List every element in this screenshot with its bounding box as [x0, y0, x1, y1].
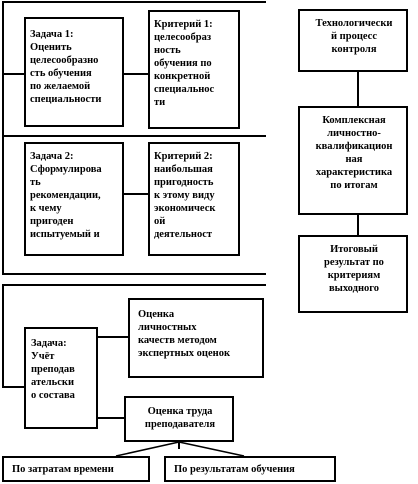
task3-box [24, 327, 98, 429]
tech-process-text: Технологически й процесс контроля [315, 18, 393, 55]
task1-box [24, 17, 124, 127]
criterion1-box [148, 10, 240, 129]
complex-characteristic-text: Комплексная личностно- квалификацион ная характеристика по итогам [315, 115, 393, 191]
by-time-box [2, 456, 150, 482]
by-results-box [164, 456, 336, 482]
task2-text: Задача 2: Сформулирова ть рекомендации, к чему пригоден испытуемый и [30, 151, 102, 240]
criterion2-text: Критерий 2: наибольшая пригодность к этому виду экономическ ой деятельност [154, 151, 216, 240]
labor-eval-box [124, 396, 234, 442]
criterion1-text: Критерий 1: целесообраз ность обучения по конкретной специальнос ти [154, 19, 215, 108]
final-result-box [298, 235, 408, 313]
criterion2-box [148, 142, 240, 256]
task2-box [24, 142, 124, 256]
personal-eval-box [128, 298, 264, 378]
final-result-text: Итоговый результат по критериям выходного [324, 244, 384, 294]
task3-text: Задача: Учёт преподав ательски о состава [31, 338, 75, 401]
personal-eval-text: Оценка личностных качеств методом экспертных оценок [138, 309, 230, 359]
branch-to-by-results [179, 442, 244, 456]
labor-eval-text: Оценка труда преподавателя [144, 406, 216, 430]
branch-to-by-time [116, 442, 179, 456]
by-results-text: По результатам обучения [174, 464, 295, 475]
task1-text: Задача 1: Оценить целесообразно сть обучения по желаемой специальности [30, 29, 102, 105]
tech-process-box [298, 9, 408, 72]
by-time-text: По затратам времени [12, 464, 114, 475]
complex-characteristic-box [298, 106, 408, 215]
